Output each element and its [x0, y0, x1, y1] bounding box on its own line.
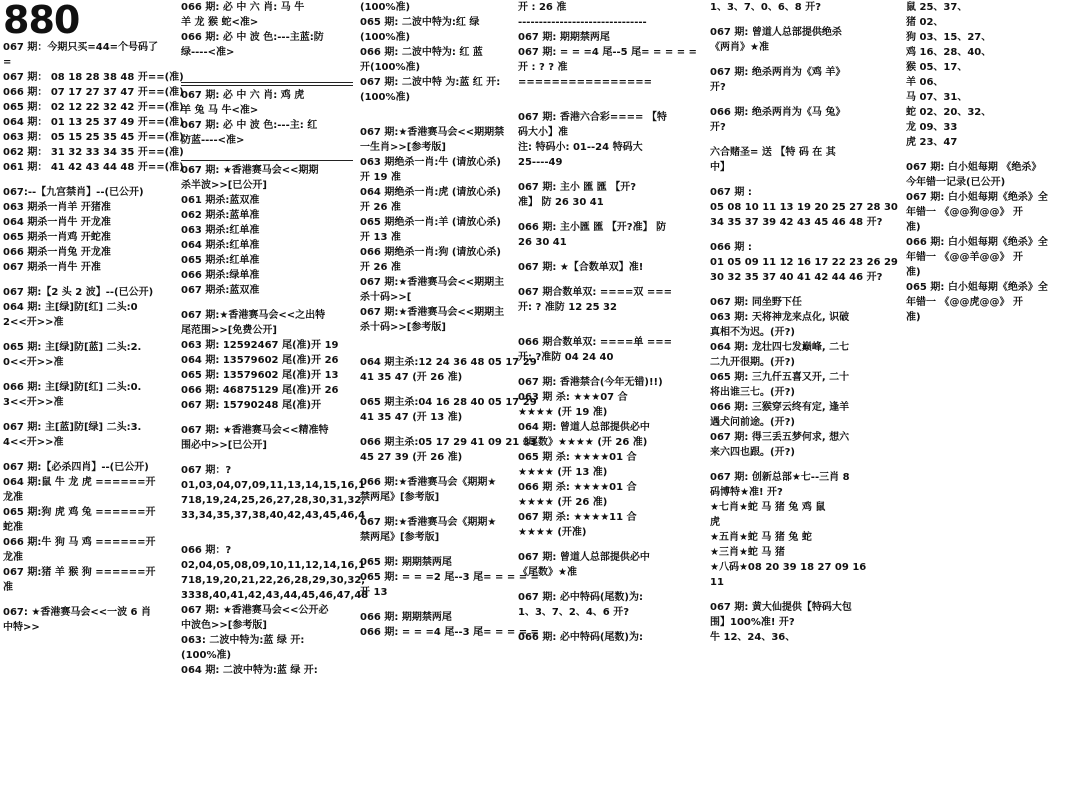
text-line: 067 期: ★香港赛马会<<精准特	[181, 425, 329, 436]
text-line: 065 期杀:红单准	[181, 255, 260, 266]
text-line: 067 期: 曾道人总部提供绝杀	[710, 27, 842, 38]
text-line	[3, 330, 178, 340]
text-line: 067 期: 黄大仙提供【特码大包	[710, 602, 852, 613]
text-line: 067 期: 必 中 波 色:---主: 红	[181, 120, 318, 131]
text-line: 25----49	[518, 157, 563, 168]
text-line	[710, 15, 905, 25]
text-line: 遇犬问前途。(开?)	[710, 417, 795, 428]
text-line: 063 期杀一肖羊 开猪准	[3, 202, 111, 213]
text-line: 蛇 02、20、32、	[906, 107, 992, 118]
text-line: 066 期绝杀一肖:狗 (请放心杀)	[360, 247, 501, 258]
text-line: 067:--【九宫禁肖】--(已公开)	[3, 187, 144, 198]
text-line: 码大小】准	[518, 127, 568, 138]
text-line: 26 30 41	[518, 237, 567, 248]
column-5	[710, 0, 905, 797]
text-line: 中波色>>[参考版]	[181, 620, 267, 631]
text-line: 067 期: 绝杀两肖为《鸡 羊》	[710, 67, 846, 78]
text-line: 虎 23、47	[906, 137, 958, 148]
text-line: 开 19 准	[360, 172, 401, 183]
text-line: 1、3、7、0、6、8 开?	[710, 2, 822, 13]
text-line: 准)	[906, 222, 921, 233]
text-line: 围必中>>[已公开]	[181, 440, 267, 451]
text-line	[360, 385, 518, 395]
text-line	[360, 115, 518, 125]
text-line: 067 期: 期期禁两尾	[518, 32, 610, 43]
text-line: 062 期： 31 32 33 34 35 开==(准)	[3, 147, 184, 158]
text-line: 开 26 准	[360, 202, 401, 213]
text-line: 063 期： 05 15 25 35 45 开==(准)	[3, 132, 184, 143]
divider-line	[181, 160, 353, 161]
text-line: 066 期: 必 中 六 肖: 马 牛	[181, 2, 305, 13]
text-line	[906, 150, 1080, 160]
text-line: 30 32 35 37 40 41 42 44 46 开?	[710, 272, 883, 283]
text-line: 067 期杀:蓝双准	[181, 285, 260, 296]
text-line: 065 期:狗 虎 鸡 兔 ======开	[3, 507, 156, 518]
text-line	[710, 460, 905, 470]
text-line: 尾范围>>[免费公开]	[181, 325, 277, 336]
text-line: 066 期: 二波中特为: 红 蓝	[360, 47, 483, 58]
text-line: 羊 龙 猴 蛇<准>	[181, 17, 259, 28]
text-line: 45 27 39 (开 26 准)	[360, 452, 463, 463]
divider-line	[181, 82, 353, 83]
text-line: 067 期杀一肖牛 开准	[3, 262, 101, 273]
column-3	[360, 0, 539, 797]
text-line: 066 期: 主[绿]防[红] 二头:0.	[3, 382, 142, 393]
text-line: 《尾数》★★★★ (开 26 准)	[518, 437, 648, 448]
text-line	[360, 465, 518, 475]
text-line: 064 期: 主[绿]防[红] 二头:0	[3, 302, 138, 313]
page-title: 880	[3, 0, 80, 42]
text-line: 063 期绝杀一肖:牛 (请放心杀)	[360, 157, 501, 168]
text-line: (100%准)	[360, 32, 411, 43]
text-line: 01 05 09 11 12 16 17 22 23 26 29	[710, 257, 898, 268]
text-line: 蛇准	[3, 522, 23, 533]
text-line: ★★★★ (开 19 准)	[518, 407, 608, 418]
text-line: 鸡 16、28、40、	[906, 47, 992, 58]
text-line: 065 期主杀:04 16 28 40 05 17 29	[360, 397, 537, 408]
text-line: 牛 12、24、36、	[710, 632, 796, 643]
text-line: 064 期: 龙壮四七发巅峰, 二七	[710, 342, 850, 353]
text-line: 065 期: 三九仟五喜又开, 二十	[710, 372, 850, 383]
text-line: 二九开很期。(开?)	[710, 357, 795, 368]
text-line: 065 期: 白小姐每期《绝杀》全	[906, 282, 1048, 293]
text-line: 066 期：?	[181, 545, 232, 556]
spacer	[181, 60, 357, 80]
text-line: 注: 特码小: 01--24 特码大	[518, 142, 643, 153]
text-line: 067 期: 香港六合彩==== 【特	[518, 112, 667, 123]
text-line: =	[3, 57, 12, 68]
text-line: 065 期: 二波中特为:红 绿	[360, 17, 480, 28]
text-line: 开?	[710, 82, 726, 93]
column-6	[906, 0, 1080, 797]
text-line: 067 期:猪 羊 猴 狗 ======开	[3, 567, 156, 578]
text-line: 准	[3, 582, 13, 593]
text-line: 067 期: 创新总部★七--三肖 8	[710, 472, 850, 483]
text-line: 龙准	[3, 552, 23, 563]
text-line: 中】	[710, 162, 730, 173]
text-line: 067 期: 白小姐每期 《绝杀》	[906, 162, 1042, 173]
text-line	[181, 298, 357, 308]
text-line: 中特>>	[3, 622, 40, 633]
text-line: 065 期: 主[绿]防[蓝] 二头:2.	[3, 342, 142, 353]
text-line: 067 期: 得三丢五梦何求, 想六	[710, 432, 850, 443]
text-line: 066 期杀一肖兔 开龙准	[3, 247, 111, 258]
text-line	[518, 315, 708, 325]
text-line	[360, 425, 518, 435]
text-line: 067 期: 主[蓝]防[绿] 二头:3.	[3, 422, 142, 433]
text-line: 066 期: 必中特码(尾数)为:	[518, 632, 643, 643]
text-line: 718,19,24,25,26,27,28,30,31,32,	[181, 495, 366, 506]
text-line	[710, 285, 905, 295]
text-line: (100%准)	[360, 92, 411, 103]
text-line: 龙准	[3, 492, 23, 503]
text-line	[518, 100, 708, 110]
text-line: 41 35 47 (开 13 准)	[360, 412, 463, 423]
text-line: 063 期: 天将神龙来点化, 识破	[710, 312, 850, 323]
text-line	[360, 600, 518, 610]
text-line	[710, 230, 905, 240]
text-line: 今年错一记录(已公开)	[906, 177, 1006, 188]
text-line	[518, 620, 708, 630]
text-line	[518, 250, 708, 260]
text-line: 066 期: 三猴穿云终有定, 逢羊	[710, 402, 850, 413]
text-line: 067 期:★香港赛马会<<之出特	[181, 310, 326, 321]
text-line: 067 期: 二波中特 为:蓝 红 开:	[360, 77, 501, 88]
text-line: 将出谁三七。(开?)	[710, 387, 795, 398]
text-line: 开 13	[360, 587, 388, 598]
text-line: 066 期:牛 狗 马 鸡 ======开	[3, 537, 156, 548]
text-line: ================	[518, 77, 653, 88]
text-line: 龙 09、33	[906, 122, 958, 133]
text-line: 067 期: 必 中 六 肖: 鸡 虎	[181, 90, 305, 101]
text-line: 066 期合数单双: ====单 ===	[518, 337, 672, 348]
text-line: 41 35 47 (开 26 准)	[360, 372, 463, 383]
text-line: 067 期: ★【合数单双】准!	[518, 262, 644, 273]
text-line: 02,04,05,08,09,10,11,12,14,16,1	[181, 560, 366, 571]
text-line: 开 13 准	[360, 232, 401, 243]
text-line	[710, 135, 905, 145]
text-line: 066 期: 白小姐每期《绝杀》全	[906, 237, 1048, 248]
text-line: 33,34,35,37,38,40,42,43,45,46,4	[181, 510, 366, 521]
text-line: (100%准)	[181, 650, 232, 661]
text-line	[181, 533, 357, 543]
text-line: 064 期绝杀一肖:虎 (请放心杀)	[360, 187, 501, 198]
text-line: 防蓝----<准>	[181, 135, 245, 146]
text-line: 066 期: 主小匯 匯 【开?准】 防	[518, 222, 667, 233]
text-line	[518, 325, 708, 335]
column-1-lines	[3, 40, 184, 635]
text-line: 准)	[906, 267, 921, 278]
text-line: 067 期: ★香港赛马会<<公开必	[181, 605, 329, 616]
text-line: 065 期 杀: ★★★★01 合	[518, 452, 637, 463]
text-line: 064 期主杀:12 24 36 48 05 17 29	[360, 357, 537, 368]
text-line: 067 期：?	[181, 465, 232, 476]
text-line: 准)	[906, 312, 921, 323]
text-line: 067: ★香港赛马会<<一波 6 肖	[3, 607, 151, 618]
text-line: 065 期： 02 12 22 32 42 开==(准)	[3, 102, 184, 113]
text-line: 虎	[710, 517, 720, 528]
text-line: ★★★★ (开准)	[518, 527, 587, 538]
text-line: 六合赌圣= 送 【特 码 在 其	[710, 147, 836, 158]
text-line	[360, 505, 518, 515]
text-line: 067 期:【2 头 2 波】--(已公开)	[3, 287, 154, 298]
text-line: 开(100%准)	[360, 62, 421, 73]
text-line: 066 期 杀: ★★★★01 合	[518, 482, 637, 493]
text-line: 开?	[710, 122, 726, 133]
text-line: 开: ?准防 04 24 40	[518, 352, 614, 363]
text-line: 067 期 :	[710, 187, 752, 198]
column-2-top-block	[181, 0, 357, 60]
text-line: 067 期: 白小姐每期《绝杀》全	[906, 192, 1048, 203]
text-line: 066 期杀:绿单准	[181, 270, 260, 281]
text-line	[518, 580, 708, 590]
text-line: 禁两尾》[参考版]	[360, 532, 440, 543]
text-line: 羊 06、	[906, 77, 944, 88]
text-line: 063: 二波中特为:蓝 绿 开:	[181, 635, 305, 646]
column-2-mid-block	[181, 88, 357, 148]
text-line: 开 : ? ? 准	[518, 62, 568, 73]
text-line: 067 期:★香港赛马会<<期期主	[360, 277, 505, 288]
column-5-lines	[710, 0, 905, 645]
text-line: 0<<开>>准	[3, 357, 64, 368]
text-line: 真相不为迟。(开?)	[710, 327, 795, 338]
text-line	[181, 523, 357, 533]
text-line: 一生肖>>[参考版]	[360, 142, 446, 153]
text-line	[710, 55, 905, 65]
text-line: 4<<开>>准	[3, 437, 64, 448]
text-line: 061 期： 41 42 43 44 48 开==(准)	[3, 162, 184, 173]
text-line: 34 35 37 39 42 43 45 46 48 开?	[710, 217, 883, 228]
text-line: 064 期: 曾道人总部提供必中	[518, 422, 650, 433]
text-line	[181, 413, 357, 423]
text-line: 鼠 25、37、	[906, 2, 968, 13]
text-line: 064 期: 二波中特为:蓝 绿 开:	[181, 665, 318, 676]
text-line	[3, 410, 178, 420]
text-line: 063 期杀:红单准	[181, 225, 260, 236]
text-line: 066 期:★香港赛马会《期期★	[360, 477, 497, 488]
column-1	[3, 0, 184, 797]
text-line: 猴 05、17、	[906, 62, 968, 73]
text-line: 3<<开>>准	[3, 397, 64, 408]
column-6-lines	[906, 0, 1080, 325]
text-line	[3, 175, 178, 185]
column-4-lines	[518, 0, 708, 645]
text-line: 064 期:鼠 牛 龙 虎 ======开	[3, 477, 156, 488]
text-line	[518, 210, 708, 220]
text-line: 062 期杀:蓝单准	[181, 210, 260, 221]
text-line: 来六四也跟。(开?)	[710, 447, 795, 458]
column-4	[518, 0, 708, 797]
text-line	[181, 453, 357, 463]
text-line	[3, 450, 178, 460]
text-line: (100%准)	[360, 2, 411, 13]
text-line: ★★★★ (开 13 准)	[518, 467, 608, 478]
text-line: 禁两尾》[参考版]	[360, 492, 440, 503]
text-line	[518, 275, 708, 285]
column-2-bottom-block	[181, 163, 369, 678]
text-line: 05 08 10 11 13 19 20 25 27 28 30	[710, 202, 898, 213]
text-line: ★三肖★蛇 马 猪	[710, 547, 785, 558]
text-line: 066 期: 期期禁两尾	[360, 612, 452, 623]
text-line: 《两肖》★准	[710, 42, 769, 53]
text-line: ★八码★08 20 39 18 27 09 16	[710, 562, 867, 573]
text-line: 开 26 准	[360, 262, 401, 273]
text-line: 066 期： 07 17 27 37 47 开==(准)	[3, 87, 184, 98]
text-line	[3, 595, 178, 605]
text-line: 067 期: 曾道人总部提供必中	[518, 552, 650, 563]
text-line: ★五肖★蛇 马 猪 兔 蛇	[710, 532, 812, 543]
text-line	[518, 540, 708, 550]
text-line: 067 期: 15790248 尾(准)开	[181, 400, 322, 411]
text-line	[360, 545, 518, 555]
text-line: 065 期: 期期禁两尾	[360, 557, 452, 568]
text-line: 杀十码>>[	[360, 292, 412, 303]
text-line: 067 期：今期只买=44=个号码了	[3, 42, 159, 53]
divider-line	[181, 85, 353, 86]
spacer	[181, 148, 357, 158]
text-line: 067 期: 主小 匯 匯 【开?	[518, 182, 637, 193]
text-line: 067 期： 08 18 28 38 48 开==(准)	[3, 72, 184, 83]
text-line: 围】100%准! 开?	[710, 617, 795, 628]
text-line: 开: ? 准防 12 25 32	[518, 302, 617, 313]
text-line: 067 期:★香港赛马会<<期期禁	[360, 127, 505, 138]
text-line	[3, 370, 178, 380]
text-line: 狗 03、15、27、	[906, 32, 992, 43]
text-line: 码博特★准! 开?	[710, 487, 783, 498]
column-3-lines	[360, 0, 539, 640]
text-line: 年错一 《@@虎@@》 开	[906, 297, 1023, 308]
text-line: 年错一 《@@狗@@》 开	[906, 207, 1023, 218]
text-line: 064 期: 13579602 尾(准)开 26	[181, 355, 339, 366]
text-line: 马 07、31、	[906, 92, 968, 103]
text-line: 064 期杀一肖牛 开龙准	[3, 217, 111, 228]
text-line: 067 期: ★香港赛马会<<期期	[181, 165, 319, 176]
text-line: ★七肖★蛇 马 猪 兔 鸡 鼠	[710, 502, 826, 513]
text-line	[710, 590, 905, 600]
text-line: 065 期: = = =2 尾--3 尾= = = = =	[360, 572, 539, 583]
text-line: 067 期合数单双: ====双 ===	[518, 287, 672, 298]
text-line: 066 期 :	[710, 242, 752, 253]
text-line: 065 期杀一肖鸡 开蛇准	[3, 232, 111, 243]
text-line: 067 期: = = =4 尾--5 尾= = = = =	[518, 47, 697, 58]
text-line	[518, 90, 708, 100]
text-line: 11	[710, 577, 724, 588]
text-line: 066 期: 46875129 尾(准)开 26	[181, 385, 339, 396]
text-line: 杀十码>>[参考版]	[360, 322, 446, 333]
text-line	[710, 95, 905, 105]
text-line: 065 期: 13579602 尾(准)开 13	[181, 370, 339, 381]
text-line: 066 期: 绝杀两肖为《马 兔》	[710, 107, 846, 118]
text-line: 羊 兔 马 牛<准>	[181, 105, 259, 116]
text-line: 067 期: 同坐野下任	[710, 297, 802, 308]
text-line: ★★★★ (开 26 准)	[518, 497, 608, 508]
text-line: 《尾数》★准	[518, 567, 577, 578]
text-line: 1、3、7、2、4、6 开?	[518, 607, 630, 618]
text-line	[360, 105, 518, 115]
text-line: 061 期杀:蓝双准	[181, 195, 260, 206]
text-line	[518, 365, 708, 375]
text-line: 开 : 26 准	[518, 2, 567, 13]
text-line: 067 期:★香港赛马会《期期★	[360, 517, 497, 528]
text-line: 066 期主杀:05 17 29 41 09 21 33	[360, 437, 537, 448]
text-line: 绿----<准>	[181, 47, 235, 58]
text-line: 064 期杀:红单准	[181, 240, 260, 251]
text-line: 067 期 杀: ★★★★11 合	[518, 512, 637, 523]
text-line: -------------------------------	[518, 17, 647, 28]
text-line: 718,19,20,21,22,26,28,29,30,32,	[181, 575, 366, 586]
text-line	[3, 275, 178, 285]
text-line: 063 期 杀: ★★★07 合	[518, 392, 628, 403]
text-line: 杀半波>>[已公开]	[181, 180, 267, 191]
text-line: 3338,40,41,42,43,44,45,46,47,48	[181, 590, 369, 601]
text-line: 063 期: 12592467 尾(准)开 19	[181, 340, 339, 351]
text-line: 066 期: = = =4 尾--3 尾= = = = =	[360, 627, 539, 638]
text-line: 067 期: 必中特码(尾数)为:	[518, 592, 643, 603]
text-line: 066 期: 必 中 波 色:---主蓝:防	[181, 32, 324, 43]
text-line	[360, 335, 518, 345]
text-line	[518, 170, 708, 180]
text-line: 067 期:★香港赛马会<<期期主	[360, 307, 505, 318]
text-line: 年错一 《@@羊@@》 开	[906, 252, 1023, 263]
text-line	[360, 345, 518, 355]
text-line: 准】 防 26 30 41	[518, 197, 604, 208]
text-line: 猪 02、	[906, 17, 944, 28]
text-line: 01,03,04,07,09,11,13,14,15,16,1	[181, 480, 366, 491]
column-2	[181, 0, 369, 797]
text-line: 065 期绝杀一肖:羊 (请放心杀)	[360, 217, 501, 228]
text-line: 2<<开>>准	[3, 317, 64, 328]
text-line	[710, 175, 905, 185]
text-line: 067 期:【必杀四肖】--(已公开)	[3, 462, 149, 473]
text-line: 067 期: 香港禁合(今年无错)!!)	[518, 377, 663, 388]
text-line: 064 期： 01 13 25 37 49 开==(准)	[3, 117, 184, 128]
